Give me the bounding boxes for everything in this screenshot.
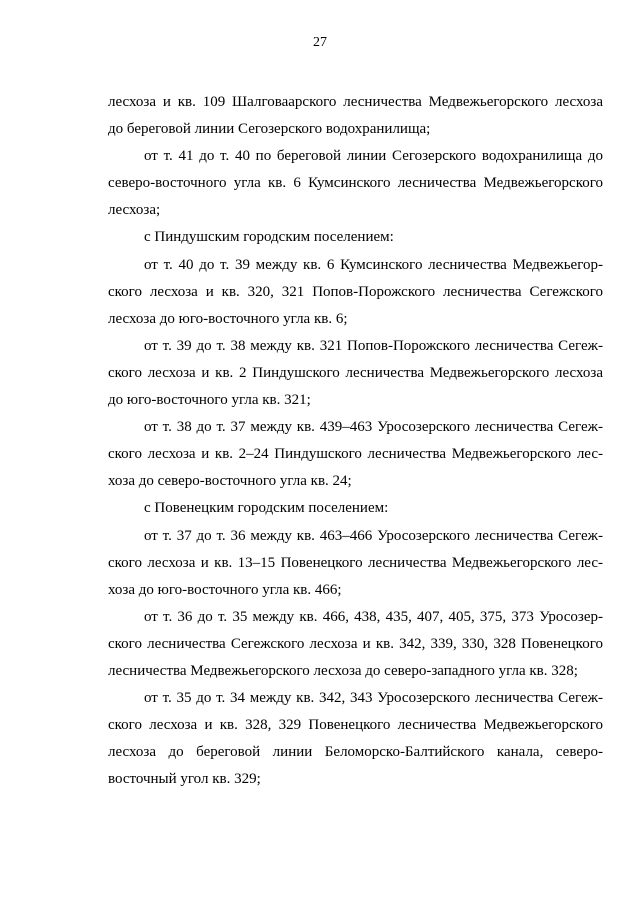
text-line: ского лесхоза и кв. 2–24 Пиндушского лесничества Медвежьегорского лес- xyxy=(108,446,603,463)
text-line: от т. 38 до т. 37 между кв. 439–463 Уросозерского лесничества Сегеж- xyxy=(144,419,603,436)
text-line: северо-восточного угла кв. 6 Кумсинского лесничества Медвежьегорского xyxy=(108,175,603,192)
paragraph-p10 xyxy=(108,685,603,793)
text-line: восточный угол кв. 329; xyxy=(108,771,261,788)
text-line: от т. 39 до т. 38 между кв. 321 Попов-Порожского лесничества Сегеж- xyxy=(144,337,603,354)
text-line: лесхоза до юго-восточного угла кв. 6; xyxy=(108,310,348,327)
text-line: лесхоза и кв. 109 Шалговаарского лесничества Медвежьегорского лесхоза xyxy=(108,94,603,110)
paragraph-p7 xyxy=(108,495,603,522)
paragraph-p5 xyxy=(108,333,603,414)
text-line: лесхоза; xyxy=(108,202,161,219)
paragraph-p4 xyxy=(108,252,603,333)
paragraph-p2 xyxy=(108,143,603,224)
text-line: ского лесхоза и кв. 328, 329 Повенецкого лесничества Медвежьегорского xyxy=(108,717,603,734)
paragraph-p9 xyxy=(108,604,603,685)
text-line: ского лесхоза и кв. 13–15 Повенецкого лесничества Медвежьегорского лес- xyxy=(108,554,603,571)
paragraph-p8 xyxy=(108,523,603,604)
text-line: ского лесхоза и кв. 2 Пиндушского лесничества Медвежьегорского лесхоза xyxy=(108,364,603,381)
text-line: от т. 36 до т. 35 между кв. 466, 438, 435, 407, 405, 375, 373 Уросозер- xyxy=(144,608,603,625)
text-line: хоза до северо-восточного угла кв. 24; xyxy=(108,473,352,490)
page-number: 27 xyxy=(313,35,327,50)
text-line: с Пиндушским городским поселением: xyxy=(144,229,394,246)
paragraph-p1 xyxy=(108,89,603,143)
text-line: лесхоза до береговой линии Беломорско-Балтийского канала, северо- xyxy=(108,744,603,761)
text-line: хоза до юго-восточного угла кв. 466; xyxy=(108,581,342,598)
text-line: ского лесничества Сегежского лесхоза и кв. 342, 339, 330, 328 Повенецкого xyxy=(108,635,603,652)
text-line: ского лесхоза и кв. 320, 321 Попов-Порожского лесничества Сегежского xyxy=(108,283,603,300)
document-body xyxy=(108,89,603,793)
text-line: от т. 37 до т. 36 между кв. 463–466 Уросозерского лесничества Сегеж- xyxy=(144,527,603,544)
text-line: с Повенецким городским поселением: xyxy=(144,500,389,517)
text-line: от т. 35 до т. 34 между кв. 342, 343 Уросозерского лесничества Сегеж- xyxy=(144,690,603,707)
text-line: от т. 41 до т. 40 по береговой линии Сегозерского водохранилища до xyxy=(144,148,603,165)
text-line: до юго-восточного угла кв. 321; xyxy=(108,392,311,409)
text-line: до береговой линии Сегозерского водохранилища; xyxy=(108,121,431,138)
text-line: от т. 40 до т. 39 между кв. 6 Кумсинского лесничества Медвежьегор- xyxy=(144,256,603,273)
text-line: лесничества Медвежьегорского лесхоза до северо-западного угла кв. 328; xyxy=(108,662,578,679)
paragraph-p3 xyxy=(108,224,603,251)
paragraph-p6 xyxy=(108,414,603,495)
